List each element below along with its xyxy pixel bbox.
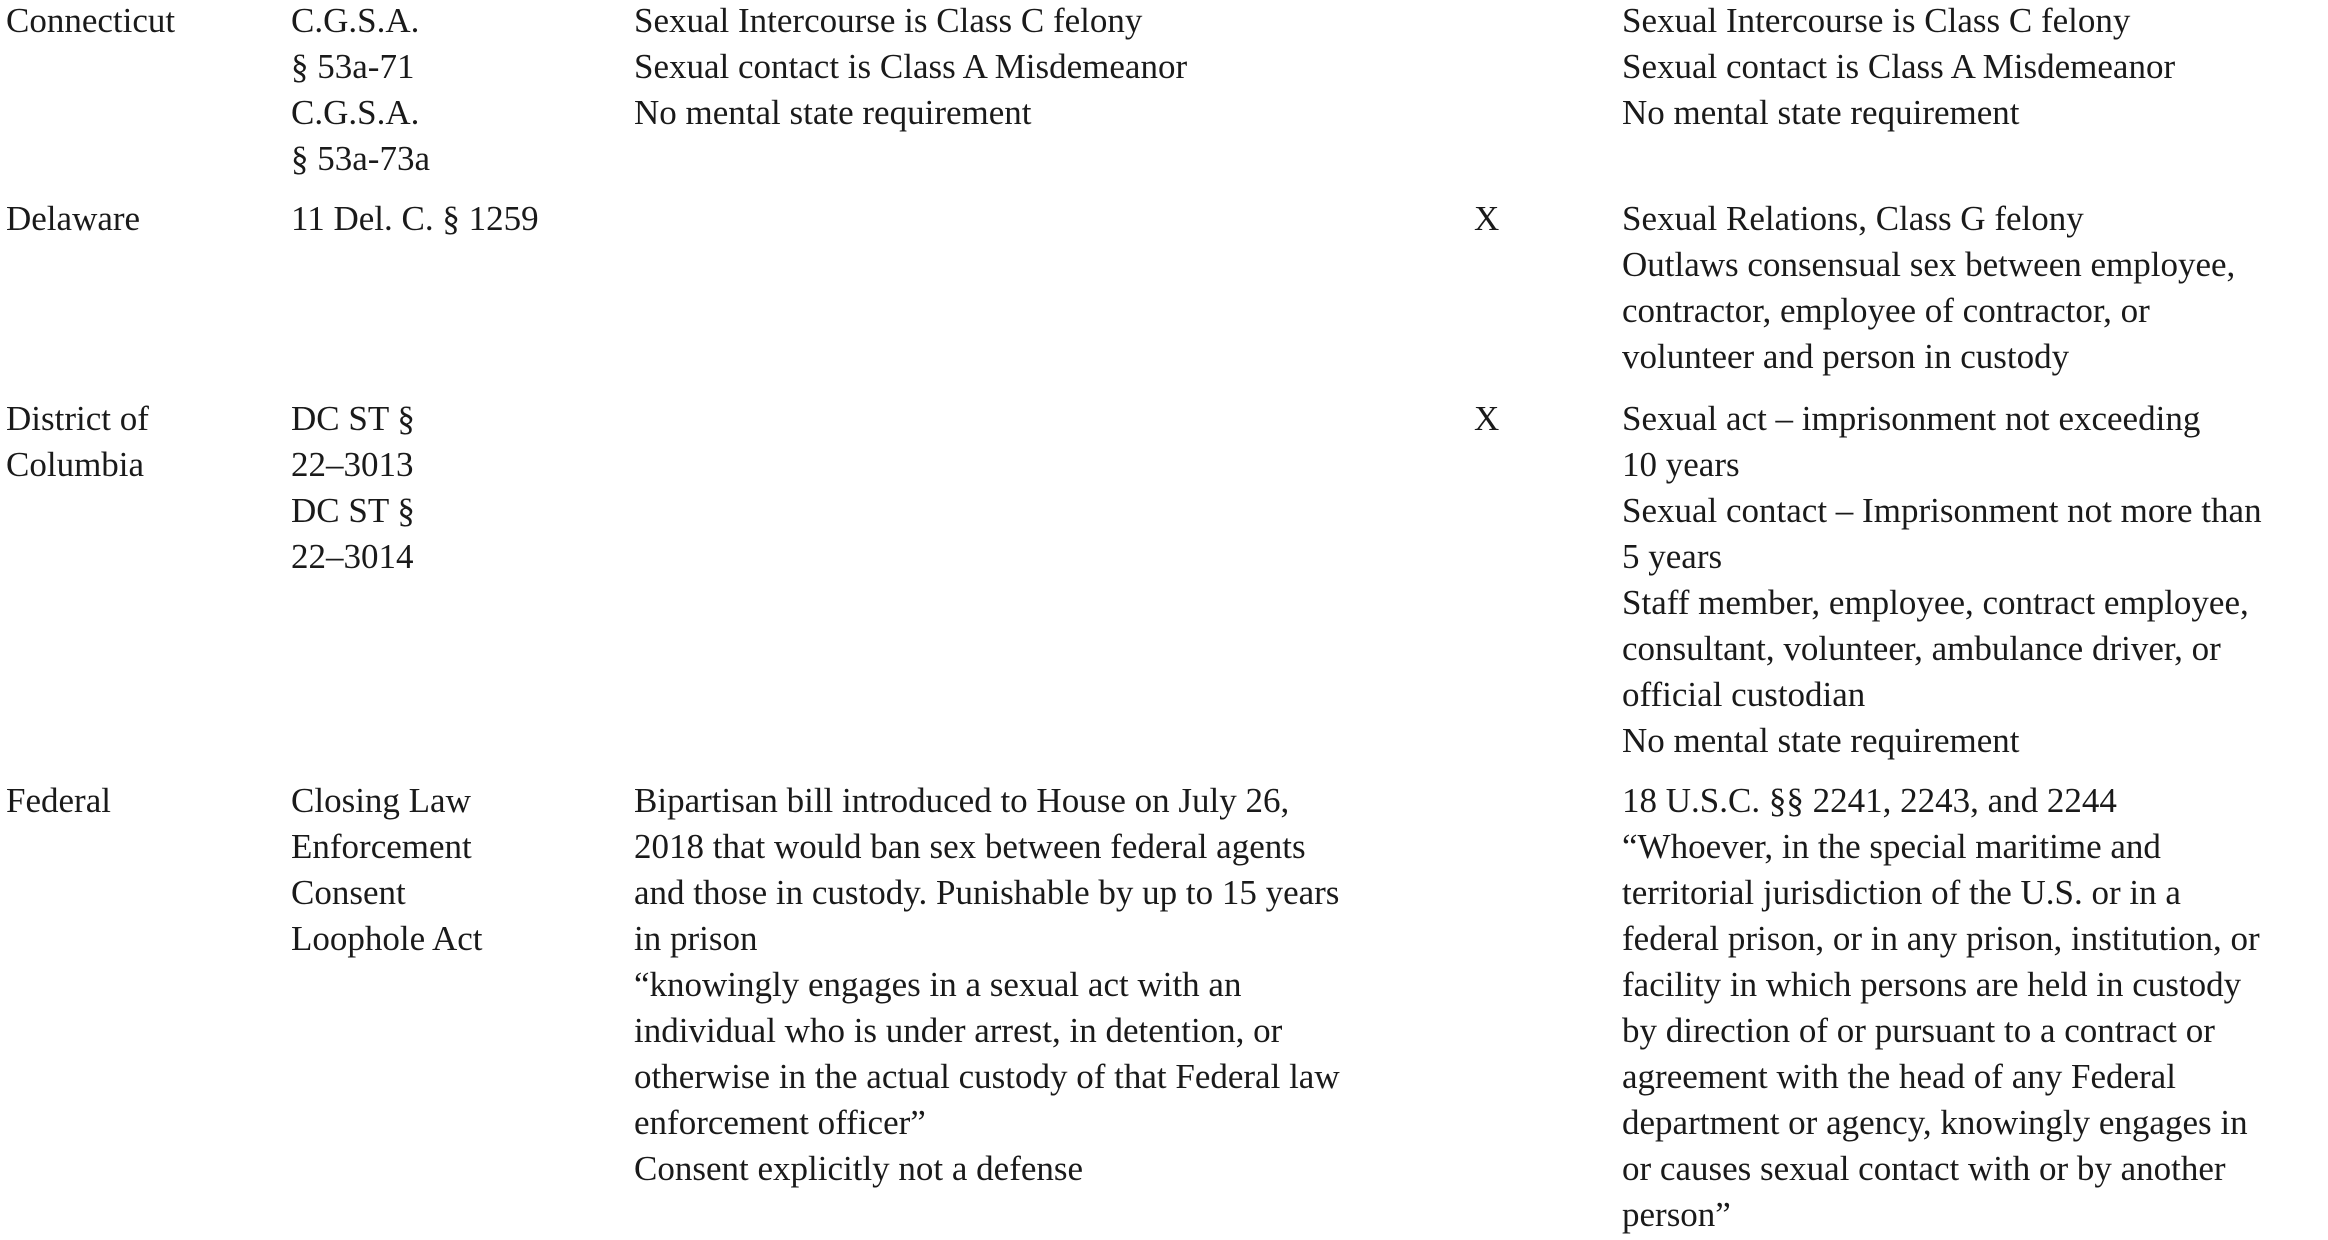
current-line: facility in which persons are held in custody: [1622, 965, 2242, 1004]
citation-line: Loophole Act: [291, 919, 483, 958]
pending-line: Sexual Intercourse is Class C felony: [634, 1, 1143, 40]
pending-line: and those in custody. Punishable by up to 15 years: [634, 873, 1340, 912]
citation-line: 22–3013: [291, 445, 414, 484]
current-line: Staff member, employee, contract employee,: [1622, 583, 2249, 622]
current-line: “Whoever, in the special maritime and: [1622, 827, 2161, 866]
state-name: Columbia: [6, 445, 145, 484]
current-line: by direction of or pursuant to a contract or: [1622, 1011, 2215, 1050]
mark-text: X: [1474, 199, 1500, 238]
pending-line: No mental state requirement: [634, 93, 1032, 132]
current-line: No mental state requirement: [1622, 721, 2020, 760]
current-line: Sexual contact is Class A Misdemeanor: [1622, 47, 2176, 86]
state-name: Delaware: [6, 199, 141, 238]
mark-text: X: [1474, 399, 1500, 438]
current-line: territorial jurisdiction of the U.S. or in a: [1622, 873, 2181, 912]
citation-line: 22–3014: [291, 537, 414, 576]
current-line: or causes sexual contact with or by another: [1622, 1149, 2226, 1188]
current-line: volunteer and person in custody: [1622, 337, 2070, 376]
mark-cell: [1474, 196, 1554, 242]
current-line: federal prison, or in any prison, institution, or: [1622, 919, 2260, 958]
pending-line: “knowingly engages in a sexual act with an: [634, 965, 1242, 1004]
citation-cell: [291, 778, 621, 962]
citation-cell: [291, 0, 621, 182]
current-line: 10 years: [1622, 445, 1740, 484]
pending-line: enforcement officer”: [634, 1103, 926, 1142]
current-line: Sexual contact – Imprisonment not more than: [1622, 491, 2262, 530]
current-line: Sexual Intercourse is Class C felony: [1622, 1, 2131, 40]
state-cell: [6, 396, 276, 488]
current-line: consultant, volunteer, ambulance driver, or: [1622, 629, 2221, 668]
current-line: No mental state requirement: [1622, 93, 2020, 132]
pending-line: 2018 that would ban sex between federal agents: [634, 827, 1306, 866]
citation-line: DC ST §: [291, 491, 415, 530]
state-name: District of: [6, 399, 149, 438]
citation-line: Closing Law: [291, 781, 471, 820]
current-law-cell: [1622, 196, 2328, 380]
pending-line: individual who is under arrest, in detention, or: [634, 1011, 1283, 1050]
pending-legislation-cell: [634, 0, 1394, 136]
state-cell: [6, 778, 276, 824]
citation-line: DC ST §: [291, 399, 415, 438]
current-line: person”: [1622, 1195, 1731, 1234]
state-name: Connecticut: [6, 1, 176, 40]
pending-line: Consent explicitly not a defense: [634, 1149, 1084, 1188]
citation-line: Enforcement: [291, 827, 472, 866]
citation-line: 11 Del. C. § 1259: [291, 199, 539, 238]
current-line: Sexual Relations, Class G felony: [1622, 199, 2084, 238]
current-law-cell: [1622, 778, 2328, 1238]
citation-line: C.G.S.A.: [291, 1, 420, 40]
current-law-cell: [1622, 0, 2328, 136]
current-line: Sexual act – imprisonment not exceeding: [1622, 399, 2201, 438]
current-line: 5 years: [1622, 537, 1723, 576]
current-line: Outlaws consensual sex between employee,: [1622, 245, 2236, 284]
citation-line: § 53a-71: [291, 47, 415, 86]
citation-line: § 53a-73a: [291, 139, 430, 178]
pending-line: Bipartisan bill introduced to House on July 26,: [634, 781, 1290, 820]
state-cell: [6, 196, 276, 242]
state-cell: [6, 0, 276, 44]
current-line: agreement with the head of any Federal: [1622, 1057, 2176, 1096]
current-law-cell: [1622, 396, 2328, 764]
current-line: official custodian: [1622, 675, 1866, 714]
citation-cell: [291, 396, 621, 580]
current-line: 18 U.S.C. §§ 2241, 2243, and 2244: [1622, 781, 2117, 820]
pending-line: in prison: [634, 919, 758, 958]
citation-line: C.G.S.A.: [291, 93, 420, 132]
pending-line: otherwise in the actual custody of that Federal law: [634, 1057, 1340, 1096]
pending-line: Sexual contact is Class A Misdemeanor: [634, 47, 1188, 86]
mark-cell: [1474, 396, 1554, 442]
state-name: Federal: [6, 781, 111, 820]
citation-cell: [291, 196, 621, 242]
citation-line: Consent: [291, 873, 406, 912]
pending-legislation-cell: [634, 778, 1394, 1192]
current-line: contractor, employee of contractor, or: [1622, 291, 2150, 330]
current-line: department or agency, knowingly engages in: [1622, 1103, 2248, 1142]
